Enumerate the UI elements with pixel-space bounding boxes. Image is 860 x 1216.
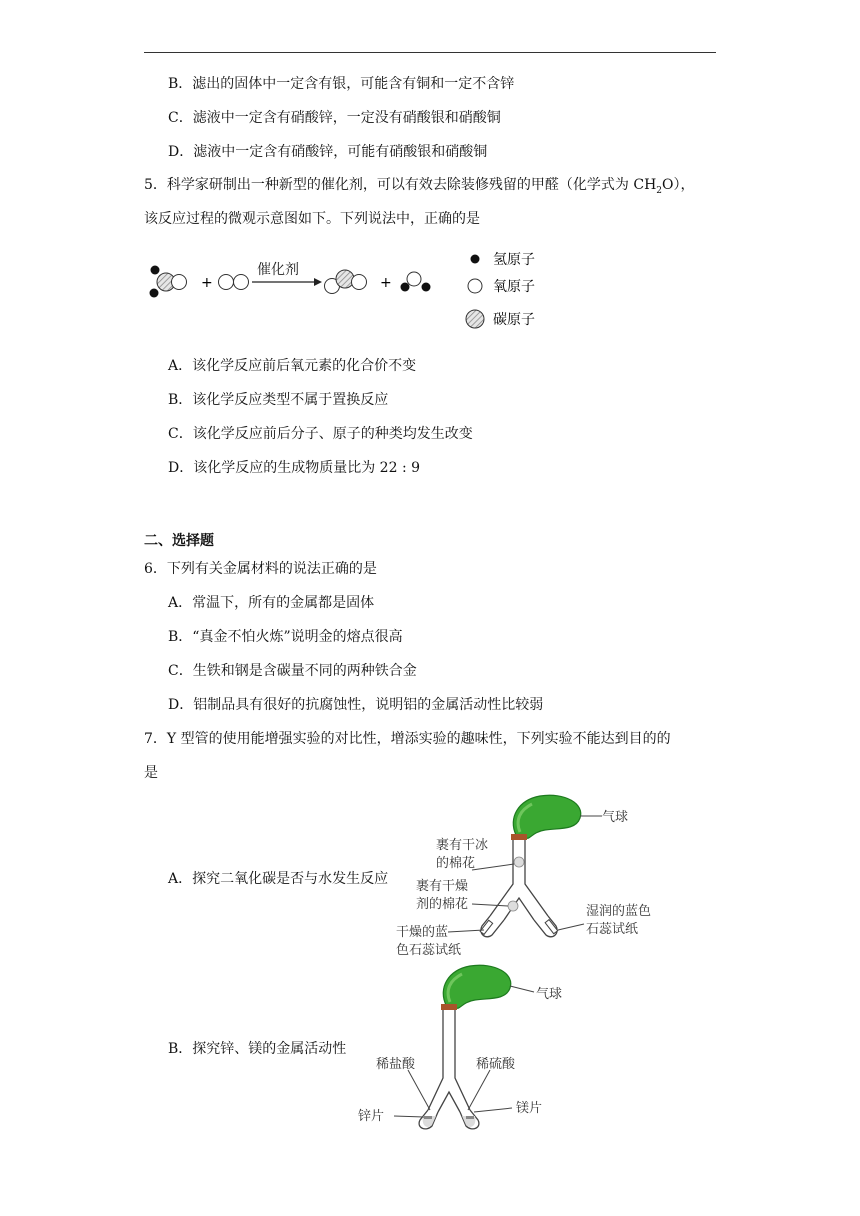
zinc-strip [424,1116,432,1119]
q4-option-d: D．滤液中一定含有硝酸锌，可能有硝酸银和硝酸铜 [168,144,488,160]
q6-option-d: D．铝制品具有很好的抗腐蚀性，说明铝的金属活动性比较弱 [168,697,544,713]
reaction-diagram [140,244,560,336]
label-dry-ice-2: 的棉花 [436,856,476,871]
balloon-icon [513,795,581,838]
q7-stem-line2: 是 [144,765,158,781]
catalyst-label: 催化剂 [257,262,299,278]
label-magnesium: 镁片 [516,1101,543,1116]
q6-option-c: C．生铁和钢是含碳量不同的两种铁合金 [168,663,417,679]
plus-sign-2: + [380,275,392,291]
q5-option-b: B．该化学反应类型不属于置换反应 [168,392,389,408]
section-title: 二、选择题 [144,533,214,549]
y-tube-figure-b [350,960,610,1140]
water-molecule [401,272,431,292]
desiccant-cotton-icon [508,901,518,911]
label-balloon: 气球 [602,810,629,825]
plus-sign-1: + [201,275,213,291]
label-h2so4: 稀硫酸 [476,1057,516,1072]
y-tube-outline [490,840,548,916]
magnesium-strip [466,1116,474,1119]
legend-carbon: 碳原子 [493,312,535,328]
q7-option-a: A．探究二氧化碳是否与水发生反应 [168,871,389,887]
q6-stem: 6．下列有关金属材料的说法正确的是 [144,561,377,577]
q5-stem-line1: 5．科学家研制出一种新型的催化剂，可以有效去除装修残留的甲醛（化学式为 $CH_2O$）， [144,177,695,196]
carbon-atom-icon [466,310,484,328]
q5-stem-line2: 该反应过程的微观示意图如下。下列说法中，正确的是 [144,211,480,227]
carbon-dioxide-molecule [325,270,367,294]
stopper-icon [441,1004,457,1010]
legend-hydrogen: 氢原子 [493,252,535,268]
stopper-icon [511,834,527,840]
hydrogen-atom-icon [471,255,480,264]
legend [466,252,535,328]
dry-ice-cotton-icon [514,857,524,867]
y-tube-figure-a [380,790,680,970]
label-dry-paper-2: 色石蕊试纸 [396,943,462,958]
label-hcl: 稀盐酸 [376,1057,416,1072]
header-rule [144,52,716,53]
oxygen-atom-icon [468,279,482,293]
q4-option-c: C．滤液中一定含有硝酸锌，一定没有硝酸银和硝酸铜 [168,110,501,126]
q7-stem-line1: 7．Y 型管的使用能增强实验的对比性，增添实验的趣味性，下列实验不能达到目的的 [144,731,671,747]
label-zinc: 锌片 [358,1109,385,1124]
label-desiccant-1: 裹有干燥 [416,879,469,894]
q5-option-d: D．该化学反应的生成物质量比为 22 : 9 [168,460,421,476]
q4-option-b: B．滤出的固体中一定含有银，可能含有铜和一定不含锌 [168,76,515,92]
q5-option-c: C．该化学反应前后分子、原子的种类均发生改变 [168,426,473,442]
label-dry-ice-1: 裹有干冰 [436,838,489,853]
formaldehyde-molecule [150,266,187,298]
label-balloon: 气球 [536,987,563,1002]
label-dry-paper-1: 干燥的蓝 [396,925,449,940]
q6-option-a: A．常温下，所有的金属都是固体 [168,595,375,611]
arrow-head-icon [314,278,322,286]
q5-option-a: A．该化学反应前后氧元素的化合价不变 [168,358,417,374]
label-desiccant-2: 剂的棉花 [416,897,469,912]
q6-option-b: B．“真金不怕火炼”说明金的熔点很高 [168,629,403,645]
label-wet-paper-1: 湿润的蓝色 [586,904,652,919]
q7-option-b: B．探究锌、镁的金属活动性 [168,1041,347,1057]
oxygen-molecule [219,275,249,290]
label-wet-paper-2: 石蕊试纸 [586,922,639,937]
y-tube-outline [428,1010,470,1110]
legend-oxygen: 氧原子 [493,279,535,295]
balloon-icon [443,965,511,1008]
